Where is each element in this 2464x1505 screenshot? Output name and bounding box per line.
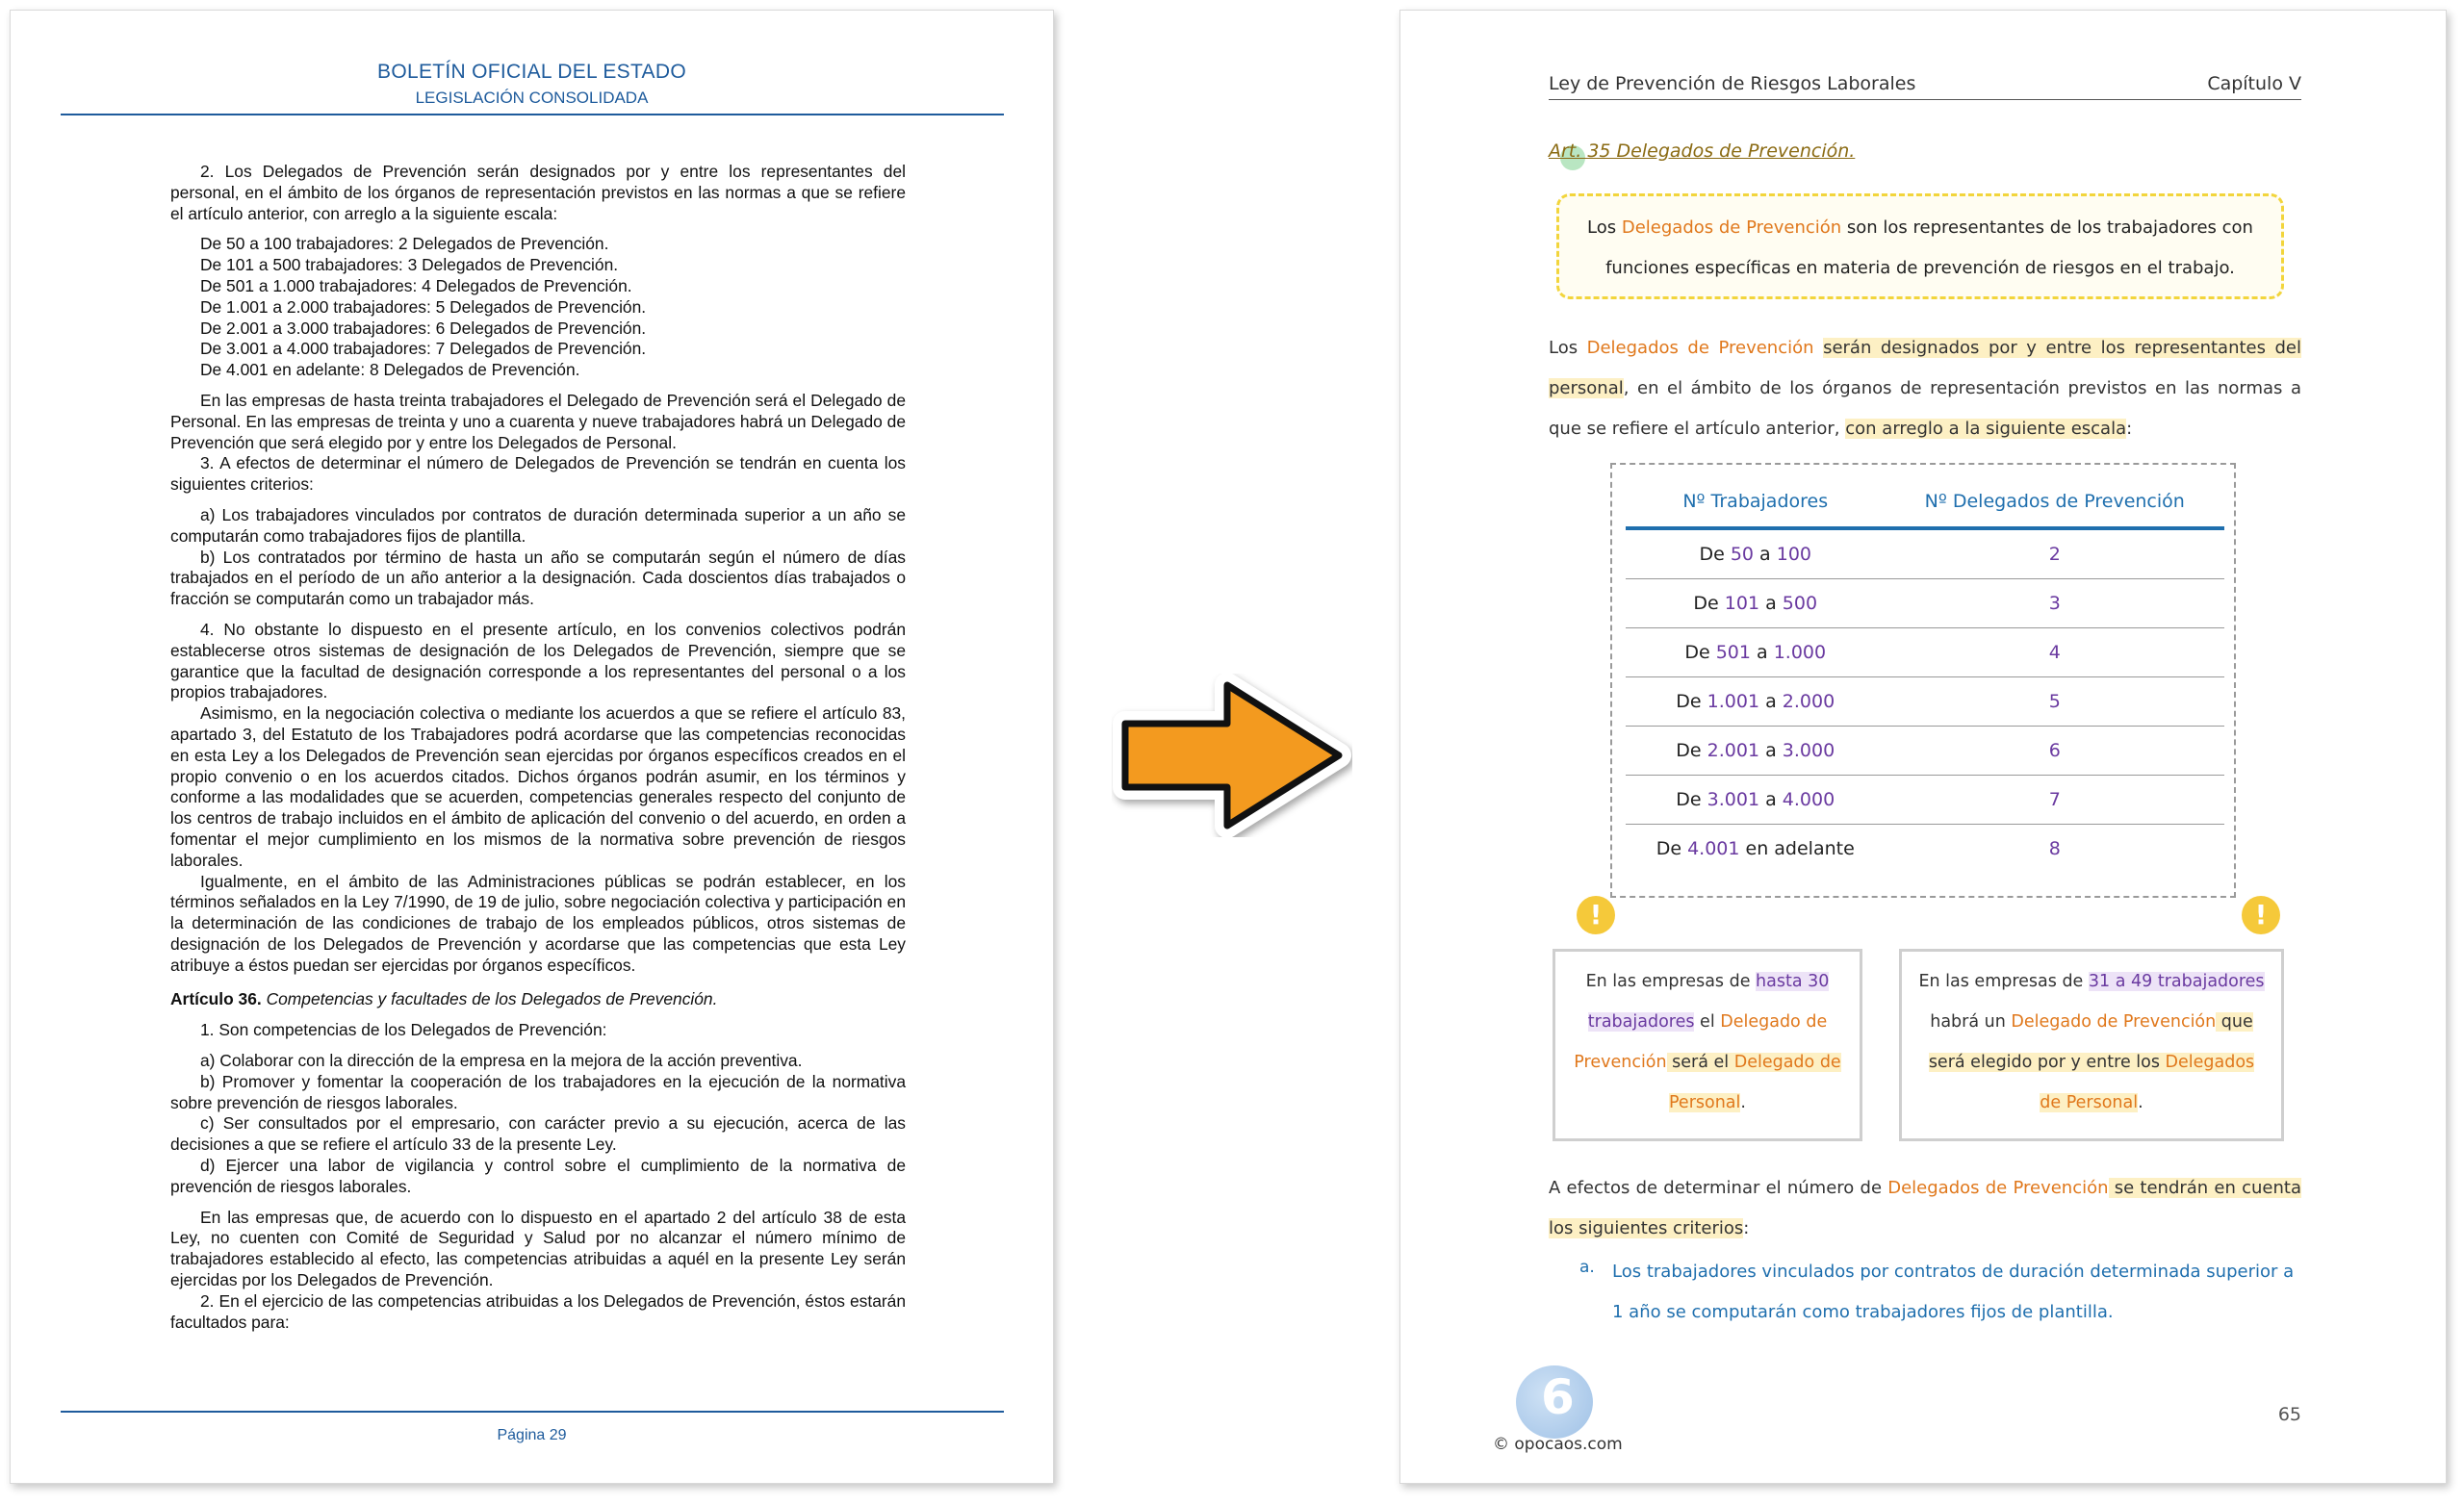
scale-table-box [1610, 463, 2236, 898]
number: 4.001 [1687, 838, 1740, 859]
text: A efectos de determinar el número de [1549, 1178, 1888, 1198]
list-item: Los trabajadores vinculados por contratos de duración determinada superior a 1 año se computarán como trabajadores fijos de plantilla. [1612, 1262, 2295, 1322]
footer-rule [61, 1411, 1004, 1413]
article-title: Art. 35 Delegados de Prevención. [1549, 140, 1856, 162]
scale-list [170, 234, 906, 381]
text: a [1750, 642, 1774, 663]
text: son los representantes de los trabajadores con funciones específicas en materia de prevención de riesgos en el trabajo. [1605, 217, 2253, 278]
workers-range [1626, 776, 1885, 825]
article-label: Artículo 36. [170, 989, 262, 1009]
workers-range [1626, 628, 1885, 677]
delegates-count: 7 [1885, 776, 2224, 825]
number: 4.000 [1782, 789, 1835, 810]
text: a [1759, 593, 1783, 614]
paragraph: c) Ser consultados por el empresario, con carácter previo a su ejecución, acerca de las decisiones a que se refiere el artículo 33 de la presente Ley. [170, 1113, 906, 1155]
copyright-text: © opocaos.com [1493, 1435, 1623, 1454]
table-row [1626, 579, 2224, 628]
right-arrow-icon [1112, 674, 1352, 837]
workers-range [1626, 528, 1885, 579]
text: . [1740, 1093, 1746, 1112]
list-marker: a. [1579, 1258, 1595, 1277]
text: De [1684, 642, 1716, 663]
text: Los [1549, 338, 1587, 358]
logo-mark: 6 [1541, 1369, 1575, 1425]
key-phrase: con arreglo a la siguiente escala [1845, 419, 2127, 439]
text: . [2138, 1093, 2143, 1112]
number: 100 [1776, 544, 1812, 565]
page-footer: Página 29 [497, 1427, 567, 1443]
running-header-title: Ley de Prevención de Riesgos Laborales [1549, 73, 1916, 94]
article-title: Competencias y facultades de los Delegados de Prevención. [266, 989, 718, 1009]
term-highlight: Delegado de Personal [1669, 1053, 1841, 1112]
number: 3.000 [1782, 740, 1835, 761]
number: 101 [1724, 593, 1760, 614]
paragraph: b) Los contratados por término de hasta un año se computarán según el número de días trabajados en el período de un año anterior a la designación. Cada doscientos días trabajados o fracción se computarán como un trabajador más. [170, 547, 906, 609]
workers-range [1626, 825, 1885, 874]
scale-item: De 501 a 1.000 trabajadores: 4 Delegados de Prevención. [200, 275, 632, 295]
text: Los [1587, 217, 1622, 238]
scale-item: De 50 a 100 trabajadores: 2 Delegados de Prevención. [200, 234, 609, 254]
text: En las empresas de [1918, 972, 2089, 991]
paragraph-designation [1549, 328, 2301, 449]
delegates-count: 6 [1885, 727, 2224, 776]
term-highlight: Delegado de Prevención [1574, 1012, 1828, 1072]
text: a [1759, 740, 1783, 761]
table-row [1626, 528, 2224, 579]
delegates-count: 2 [1885, 528, 2224, 579]
table-header-row [1626, 476, 2224, 528]
paragraph: a) Colaborar con la dirección de la empresa en la mejora de la acción preventiva. [200, 1051, 803, 1071]
term-highlight: Delegados de Prevención [1621, 217, 1842, 238]
scale-item: De 101 a 500 trabajadores: 3 Delegados de Prevención. [200, 255, 619, 275]
boe-page [10, 10, 1054, 1484]
paragraph-criteria [1549, 1168, 2301, 1249]
table-row [1626, 628, 2224, 677]
boe-header-subtitle: LEGISLACIÓN CONSOLIDADA [415, 89, 649, 107]
paragraph: En las empresas de hasta treinta trabajadores el Delegado de Prevención será el Delegado de Personal. En las empresas de treinta y uno a cuarenta y nueve trabajadores habrá un Delegado de Prevención que será elegido por y entre los Delegados de Personal. [170, 390, 906, 452]
number: 2.000 [1782, 691, 1835, 712]
header-rule [61, 114, 1004, 115]
text: , en el ámbito de los órganos de representación previstos en las normas a que se refiere el artículo anterior, [1549, 378, 2301, 439]
text: De [1693, 593, 1725, 614]
text: a [1759, 691, 1783, 712]
running-header-chapter: Capítulo V [2207, 73, 2301, 94]
column-header: Nº Delegados de Prevención [1885, 476, 2224, 528]
number: 500 [1782, 593, 1818, 614]
paragraph: 2. Los Delegados de Prevención serán designados por y entre los representantes del personal, en el ámbito de los órganos de representación previstos en las normas a que se refiere el artículo anterior, con arreglo a la siguiente escala: [170, 162, 906, 223]
text: a [1759, 789, 1783, 810]
table-row [1626, 727, 2224, 776]
paragraph: b) Promover y fomentar la cooperación de los trabajadores en la ejecución de la normativa sobre prevención de riesgos laborales. [170, 1071, 906, 1112]
term-highlight: Delegados de Prevención [1586, 338, 1814, 358]
paragraph: 2. En el ejercicio de las competencias atribuidas a los Delegados de Prevención, éstos estarán facultados para: [170, 1290, 906, 1332]
delegates-count: 4 [1885, 628, 2224, 677]
delegates-count: 5 [1885, 677, 2224, 727]
workers-range [1626, 677, 1885, 727]
boe-header-title: BOLETÍN OFICIAL DEL ESTADO [377, 61, 686, 83]
paragraph: a) Los trabajadores vinculados por contratos de duración determinada superior a un año se computarán como trabajadores fijos de plantilla. [170, 504, 906, 546]
key-phrase: será el [1666, 1053, 1734, 1072]
text: : [1743, 1218, 1750, 1238]
number: 50 [1730, 544, 1755, 565]
text: En las empresas de [1585, 972, 1757, 991]
text: De [1676, 691, 1707, 712]
definition-box [1556, 193, 2284, 299]
paragraph: Igualmente, en el ámbito de las Administraciones públicas se podrán establecer, en los términos señalados en la Ley 7/1990, de 19 de julio, sobre negociación colectiva y participación en la determinación de las condiciones de trabajo de los empleados públicos, otros sistemas de designación de los Delegados de Prevención y acordarse que las competencias que esta Ley atribuye a éstos puedan ser ejercidas por órganos específicos. [170, 871, 906, 975]
key-phrase: serán designados por y entre los representantes del personal [1549, 338, 2302, 398]
paragraph: d) Ejercer una labor de vigilancia y control sobre el cumplimiento de la normativa de prevención de riesgos laborales. [170, 1156, 906, 1196]
table-row [1626, 776, 2224, 825]
warning-icon: ! [1577, 896, 1615, 934]
text: De [1656, 838, 1688, 859]
note-box-medium-companies [1899, 949, 2284, 1141]
header-rule [1549, 99, 2301, 100]
paragraph: 3. A efectos de determinar el número de Delegados de Prevención se tendrán en cuenta los siguientes criterios: [170, 453, 906, 495]
key-phrase: se tendrán en cuenta los siguientes criterios [1549, 1178, 2301, 1238]
workers-range [1626, 579, 1885, 628]
text: en adelante [1739, 838, 1855, 859]
scale-item: De 3.001 a 4.000 trabajadores: 7 Delegados de Prevención. [200, 339, 647, 359]
paragraph: Asimismo, en la negociación colectiva o mediante los acuerdos a que se refiere el artículo 83, apartado 3, del Estatuto de los Trabajadores podrá acordarse que las competencias reconocidas en esta Ley a los Delegados de Prevención sean ejercidas por órganos específicos creados en el propio convenio o en los acuerdos citados. Dichos órganos podrán asumir, en los términos y conforme a las modalidades que se acuerden, competencias generales respecto del conjunto de los centros de trabajo incluidos en el ámbito de aplicación del convenio o del acuerdo, en orden a fomentar el mejor cumplimiento en los mismos de la normativa sobre prevención de riesgos laborales. [170, 703, 906, 870]
note-box-small-companies [1553, 949, 1862, 1141]
warning-icon: ! [2242, 896, 2280, 934]
text: De [1676, 740, 1707, 761]
number: 3.001 [1707, 789, 1760, 810]
text: : [2126, 419, 2133, 439]
table-row [1626, 677, 2224, 727]
number: 1.001 [1707, 691, 1760, 712]
text: De [1676, 789, 1707, 810]
key-phrase: hasta 30 trabajadores [1587, 972, 1830, 1032]
term-highlight: Delegados de Prevención [1887, 1178, 2109, 1198]
scale-item: De 1.001 a 2.000 trabajadores: 5 Delegados de Prevención. [200, 296, 647, 317]
number: 501 [1715, 642, 1751, 663]
term-highlight: Delegados de Personal [2040, 1053, 2255, 1112]
text: De [1699, 544, 1731, 565]
column-header: Nº Trabajadores [1626, 476, 1885, 528]
number: 2.001 [1707, 740, 1760, 761]
scale-table [1626, 476, 2224, 873]
paragraph: 1. Son competencias de los Delegados de Prevención: [200, 1020, 607, 1040]
study-notes-page [1399, 10, 2447, 1484]
article-36-heading [170, 989, 906, 1010]
workers-range [1626, 727, 1885, 776]
scale-item: De 4.001 en adelante: 8 Delegados de Prevención. [200, 360, 580, 380]
delegates-count: 3 [1885, 579, 2224, 628]
text: a [1754, 544, 1777, 565]
table-row [1626, 825, 2224, 874]
delegates-count: 8 [2048, 838, 2061, 859]
number: 1.000 [1773, 642, 1827, 663]
paragraph: 4. No obstante lo dispuesto en el presente artículo, en los convenios colectivos podrán establecerse otros sistemas de designación de los Delegados de Prevención, siempre que se garantice que la facultad de designación corresponde a los representantes del personal o a los propios trabajadores. [170, 619, 906, 702]
text: el [1694, 1012, 1721, 1032]
paragraph: En las empresas que, de acuerdo con lo dispuesto en el apartado 2 del artículo 38 de esta Ley, no cuenten con Comité de Seguridad y Salud por no alcanzar el número mínimo de trabajadores establecido al efecto, las competencias atribuidas a aquél en la presente Ley serán ejercidas por los Delegados de Prevención. [170, 1207, 906, 1290]
page-number: 65 [2277, 1404, 2301, 1425]
boe-body [170, 162, 906, 1333]
key-phrase: que será elegido por y entre los [1928, 1012, 2253, 1072]
term-highlight: Delegado de Prevención [2011, 1012, 2217, 1032]
key-phrase: 31 a 49 trabajadores [2088, 972, 2265, 991]
scale-item: De 2.001 a 3.000 trabajadores: 6 Delegados de Prevención. [200, 318, 647, 338]
text: habrá un [1930, 1012, 2012, 1032]
